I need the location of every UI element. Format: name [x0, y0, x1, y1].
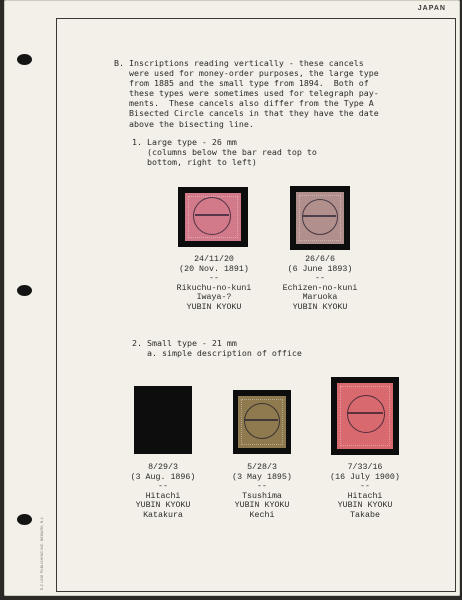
stamp-caption: 26/6/6 (6 June 1893) -- Echizen-no-kuni Maruoka YUBIN KYOKU	[282, 255, 358, 312]
stamp-caption: 8/29/3 (3 Aug. 1896) -- Hitachi YUBIN KYOKU Katakura	[130, 463, 196, 520]
cancel-mark	[347, 395, 385, 433]
cancel-bar	[195, 214, 229, 216]
cancel-mark	[302, 199, 338, 235]
stamp-mount	[331, 377, 399, 455]
cancel-bar	[245, 419, 278, 421]
stamp-caption: 24/11/20 (20 Nov. 1891) -- Rikuchu-no-kuni Iwaya-? YUBIN KYOKU	[176, 255, 252, 312]
publisher-imprint: E-Z LINE PUBLISHING INC. NEWARK, N.J.	[40, 516, 44, 590]
stamp-image	[296, 192, 344, 244]
stamp-image	[238, 396, 286, 448]
small-type-heading: 2. Small type - 21 mm a. simple description of office	[132, 338, 302, 359]
stamp-image	[337, 383, 393, 449]
binder-hole	[17, 54, 32, 65]
section-b-description: B. Inscriptions reading vertically - these cancels were used for money-order purposes, the large type from 1885 and the small type from 1894. Both of these types were sometimes used for telegraph pay- ments. These cancels also differ from the Type A Bisected Circle cancels in that they have the date above the bisecting line.	[114, 58, 379, 129]
stamp-mount	[290, 186, 350, 250]
stamp-mount	[134, 386, 192, 454]
binder-hole	[17, 514, 32, 525]
cancel-bar	[348, 412, 383, 414]
binder-hole	[17, 285, 32, 296]
country-header: JAPAN	[417, 5, 446, 12]
cancel-mark	[193, 197, 231, 235]
cancel-bar	[303, 215, 336, 217]
stamp-image	[185, 193, 241, 241]
stamp-caption: 7/33/16 (16 July 1900) -- Hitachi YUBIN KYOKU Takabe	[330, 463, 400, 520]
stamp-mount	[233, 390, 291, 454]
album-page	[4, 0, 460, 596]
large-type-heading: 1. Large type - 26 mm (columns below the bar read top to bottom, right to left)	[132, 137, 317, 168]
cancel-mark	[244, 403, 280, 439]
stamp-mount	[178, 187, 248, 247]
stamp-caption: 5/28/3 (3 May 1895) -- Tsushima YUBIN KYOKU Kechi	[232, 463, 292, 520]
